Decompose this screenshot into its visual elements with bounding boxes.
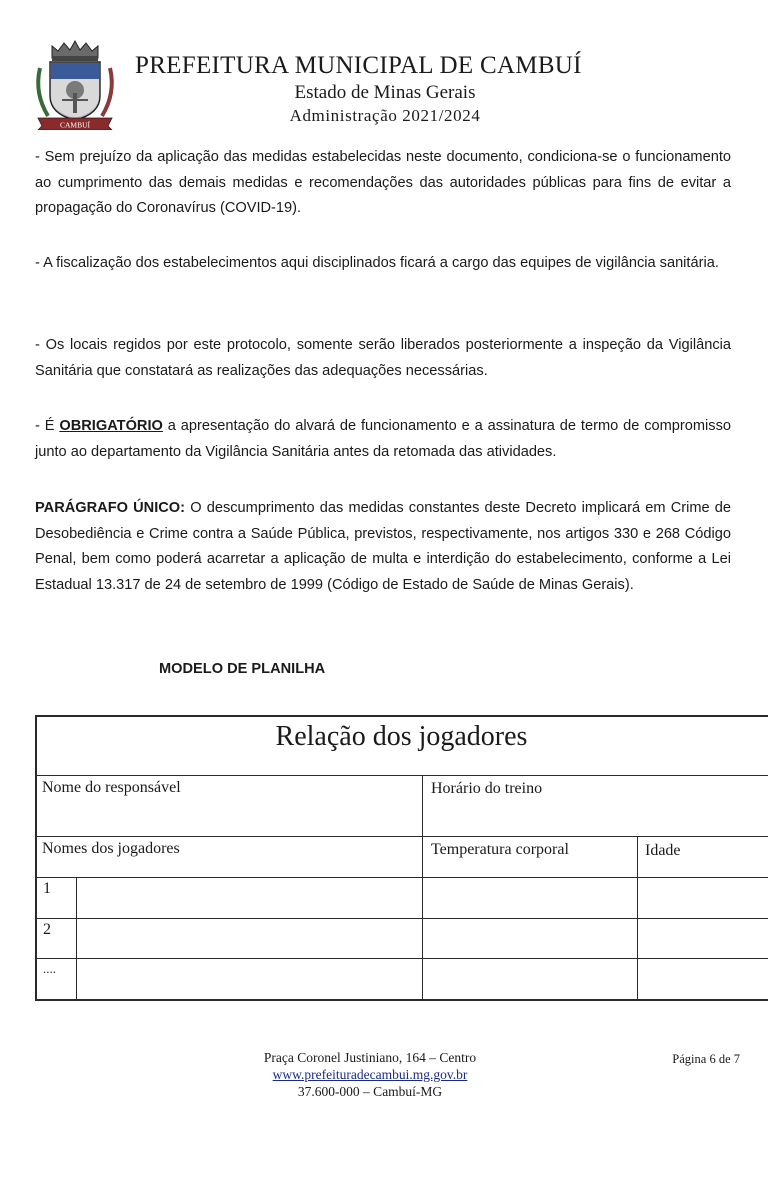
mandatory-prefix: - É bbox=[35, 418, 60, 434]
row-number-2: 2 bbox=[43, 921, 51, 938]
player-names-label: Nomes dos jogadores bbox=[42, 840, 180, 857]
administration-period: Administração 2021/2024 bbox=[289, 106, 481, 125]
paragraph-unico-text: O descumprimento das medidas constantes deste Decreto implicará em Crime de Desobediência e Crime contra a Saúde Pública, previstos, respectivamente, nos artigos 330 e 268 Código Penal, bem como poderá acarretar a aplicação de multa e interdição do estabelecimento, conforme a Lei Estadual 13.317 de 24 de setembro de 1999 (Código de Estado de Saúde de Minas Gerais). bbox=[35, 500, 732, 593]
table-rule bbox=[35, 958, 768, 959]
body-temperature-label: Temperatura corporal bbox=[431, 841, 569, 858]
paragraph-release: - Os locais regidos por este protocolo, somente serão liberados posteriormente a inspeção da Vigilância Sanitária que constatará as realizações das adequações necessárias. bbox=[35, 337, 731, 379]
footer-website-link[interactable]: www.prefeituradecambui.mg.gov.br bbox=[272, 1067, 468, 1082]
paragraph-conditions: - Sem prejuízo da aplicação das medidas estabelecidas neste documento, condiciona-se o funcionamento ao cumprimento das demais medidas e recomendações das autoridades públicas para fins de evitar a propagação do Coronavírus (COVID-19). bbox=[35, 149, 731, 216]
row-number-more: .... bbox=[43, 961, 56, 976]
table-column-divider bbox=[637, 836, 638, 1000]
state-subtitle: Estado de Minas Gerais bbox=[294, 82, 476, 103]
paragraph-unico-label: PARÁGRAFO ÚNICO: bbox=[35, 500, 186, 516]
responsible-name-label: Nome do responsável bbox=[42, 779, 181, 796]
footer-postal-code: 37.600-000 – Cambuí-MG bbox=[297, 1084, 443, 1099]
crest-banner-text: CAMBUÍ bbox=[59, 120, 91, 130]
municipality-title: PREFEITURA MUNICIPAL DE CAMBUÍ bbox=[135, 52, 582, 79]
table-border-bottom bbox=[35, 999, 768, 1001]
letterhead bbox=[0, 0, 768, 140]
paragraph-mandatory bbox=[35, 414, 731, 465]
table-rule bbox=[35, 877, 768, 878]
table-column-divider bbox=[76, 877, 77, 1000]
paragraph-unico bbox=[35, 496, 731, 598]
mandatory-text: a apresentação do alvará de funcionamento e a assinatura de termo de compromisso junto ao departamento da Vigilância Sanitária antes da retomada das atividades. bbox=[35, 418, 732, 460]
footer-website-row bbox=[200, 1067, 540, 1083]
age-label: Idade bbox=[645, 842, 681, 859]
row-number-1: 1 bbox=[43, 880, 51, 897]
form-title: Relação dos jogadores bbox=[275, 721, 528, 752]
table-border-top bbox=[35, 715, 768, 717]
players-form-table bbox=[35, 715, 768, 1000]
training-time-label: Horário do treino bbox=[431, 780, 543, 797]
footer-address: Praça Coronel Justiniano, 164 – Centro bbox=[263, 1050, 477, 1065]
table-column-divider bbox=[422, 775, 423, 1000]
table-rule bbox=[35, 836, 768, 837]
table-rule bbox=[35, 775, 768, 776]
mandatory-emphasis: OBRIGATÓRIO bbox=[59, 418, 163, 434]
spreadsheet-model-heading: MODELO DE PLANILHA bbox=[159, 661, 326, 677]
page-number: Página 6 de 7 bbox=[672, 1052, 740, 1066]
table-rule bbox=[35, 918, 768, 919]
municipal-coat-of-arms-icon bbox=[30, 38, 120, 130]
paragraph-inspection: - A fiscalização dos estabelecimentos aqui disciplinados ficará a cargo das equipes de vigilância sanitária. bbox=[35, 255, 719, 271]
